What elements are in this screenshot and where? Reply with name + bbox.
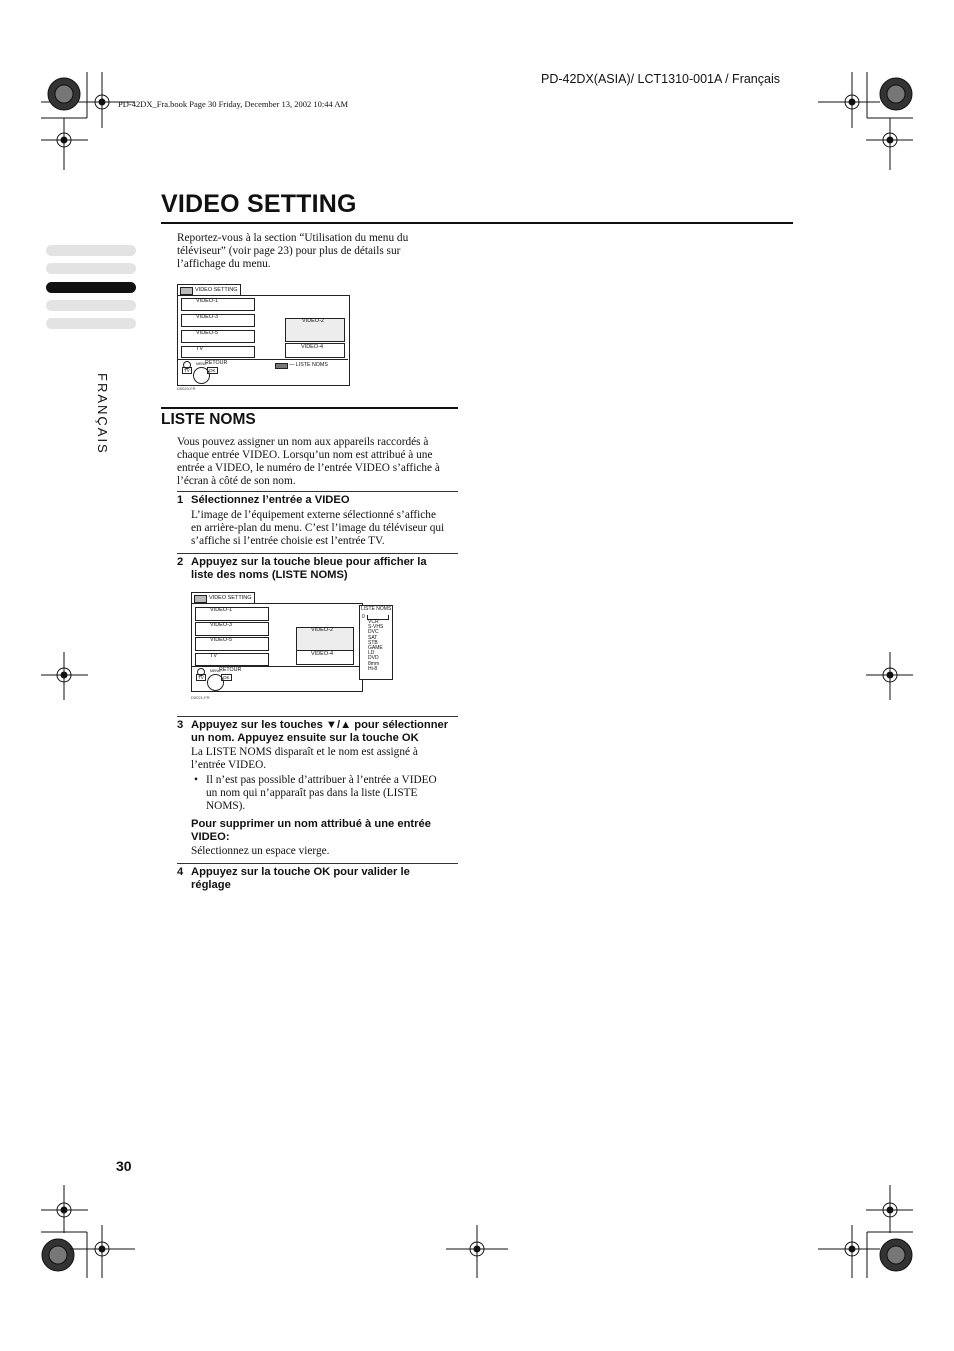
page-title: VIDEO SETTING bbox=[161, 190, 357, 218]
menu-item-video-1: VIDEO-1 bbox=[181, 298, 255, 311]
list-item: Hi-8 bbox=[368, 665, 378, 672]
list-item: STB bbox=[368, 639, 378, 646]
list-item: SAT bbox=[368, 634, 378, 641]
figure-code: D0020-FR bbox=[177, 386, 196, 391]
step-2-heading: Appuyez sur la touche bleue pour afficher la liste des noms (LISTE NOMS) bbox=[191, 556, 427, 581]
step-3-number: 3 bbox=[177, 719, 184, 731]
text-line: téléviseur” (voir page 23) pour plus de détails sur bbox=[177, 245, 401, 257]
step-3-bullet bbox=[206, 774, 461, 813]
list-items bbox=[368, 620, 383, 672]
text-line: en arrière-plan du menu. C’est l’image du téléviseur qui bbox=[191, 522, 445, 534]
tv-button: TV bbox=[184, 368, 190, 373]
menu-item-video-4: VIDEO-4 bbox=[285, 343, 345, 358]
list-item: DVC bbox=[368, 629, 379, 636]
video-input-icon bbox=[180, 287, 193, 295]
list-blank-index: 0 bbox=[362, 614, 365, 620]
list-item: GAME bbox=[368, 645, 383, 652]
note-body: Sélectionnez un espace vierge. bbox=[191, 845, 330, 857]
video-input-icon bbox=[194, 595, 207, 603]
menu-item-video-2: VIDEO-2 bbox=[285, 318, 345, 342]
text-line: NOMS). bbox=[206, 800, 246, 812]
text-line: chaque entrée VIDEO. Lorsqu’un nom est attribué à une bbox=[177, 449, 433, 461]
tv-button: TV bbox=[198, 675, 204, 680]
list-item: LD bbox=[368, 650, 375, 657]
section-tab-marker bbox=[46, 245, 136, 256]
menu-tab-label: VIDEO SETTING bbox=[195, 287, 238, 293]
liste-noms-panel bbox=[359, 605, 393, 680]
step-3-body bbox=[191, 746, 461, 772]
ok-button: OK bbox=[223, 675, 230, 680]
menu-screenshot-2 bbox=[191, 592, 396, 710]
section-tab-marker bbox=[46, 263, 136, 274]
step-divider bbox=[177, 553, 458, 554]
menu-item-video-2: VIDEO-2 bbox=[296, 627, 354, 651]
text-line: Il n’est pas possible d’attribuer à l’entrée a VIDEO bbox=[206, 774, 437, 786]
list-item: VCR bbox=[368, 619, 379, 625]
book-info: PD-42DX_Fra.book Page 30 Friday, December 13, 2002 10:44 AM bbox=[118, 99, 349, 109]
list-item: DVD bbox=[368, 655, 379, 662]
menu-item-video-3: VIDEO-3 bbox=[195, 622, 269, 636]
step-divider bbox=[177, 491, 458, 492]
note-heading: Pour supprimer un nom attribué à une entrée VIDEO: bbox=[191, 818, 431, 843]
menu-item-tv: TV bbox=[181, 346, 255, 358]
section-tab-marker-active bbox=[46, 282, 136, 293]
menu-item-video-4: VIDEO-4 bbox=[296, 650, 354, 665]
menu-tab-label: VIDEO SETTING bbox=[209, 595, 252, 601]
step-divider bbox=[177, 716, 458, 717]
text-line: Reportez-vous à la section “Utilisation du menu du bbox=[177, 232, 409, 244]
text-line: entrée a VIDEO, le numéro de l’entrée VIDEO s’affiche à bbox=[177, 462, 440, 474]
intro-paragraph bbox=[177, 232, 467, 271]
text-line: l’entrée VIDEO. bbox=[191, 759, 267, 771]
liste-noms-hint: — LISTE NOMS bbox=[289, 362, 328, 368]
step-3-heading: Appuyez sur les touches ▼/▲ pour sélectionner un nom. Appuyez ensuite sur la touche OK bbox=[191, 719, 449, 744]
step-1-heading: Sélectionnez l’entrée a VIDEO bbox=[191, 494, 350, 506]
menu-item-tv: TV bbox=[195, 653, 269, 666]
title-divider bbox=[161, 222, 793, 224]
text-line: l’affichage du menu. bbox=[177, 258, 271, 270]
document-id: PD-42DX(ASIA)/ LCT1310-001A / Français bbox=[541, 72, 780, 86]
text-line: un nom qui n’apparaît pas dans la liste (LISTE bbox=[206, 787, 418, 799]
side-language-label: FRANÇAIS bbox=[95, 373, 110, 455]
menu-screenshot-1 bbox=[177, 284, 357, 396]
step-1-body bbox=[191, 509, 461, 548]
step-2-number: 2 bbox=[177, 556, 184, 568]
section-divider bbox=[161, 407, 458, 409]
text-line: Vous pouvez assigner un nom aux appareils raccordés à bbox=[177, 436, 429, 448]
bullet: • bbox=[194, 774, 198, 786]
menu-item-video-5: VIDEO-5 bbox=[195, 637, 269, 651]
step-4-heading: Appuyez sur la touche OK pour valider le réglage bbox=[191, 866, 410, 891]
text-line: L’image de l’équipement externe sélectionné s’affiche bbox=[191, 509, 436, 521]
menu-item-video-5: VIDEO-5 bbox=[181, 330, 255, 343]
text-line: s’affiche si l’entrée choisie est l’entrée TV. bbox=[191, 535, 385, 547]
section-intro bbox=[177, 436, 462, 488]
figure-code: D0021-FR bbox=[191, 695, 210, 700]
liste-noms-title: LISTE NOMS bbox=[361, 606, 392, 612]
step-divider bbox=[177, 863, 458, 864]
menu-button-label: MENU bbox=[210, 669, 221, 673]
text-line: l’écran à côté de son nom. bbox=[177, 475, 296, 487]
step-4-number: 4 bbox=[177, 866, 184, 878]
retour-label: RETOUR bbox=[205, 360, 228, 366]
menu-item-video-1: VIDEO-1 bbox=[195, 607, 269, 621]
section-tab-marker bbox=[46, 318, 136, 329]
blue-button-icon bbox=[275, 363, 288, 369]
list-item: S-VHS bbox=[368, 624, 384, 631]
section-title: LISTE NOMS bbox=[161, 411, 256, 428]
menu-button-label: MENU bbox=[196, 362, 207, 366]
menu-item-video-3: VIDEO-3 bbox=[181, 314, 255, 327]
retour-label: RETOUR bbox=[219, 667, 242, 673]
list-item: 8mm bbox=[368, 660, 380, 667]
text-line: La LISTE NOMS disparaît et le nom est assigné à bbox=[191, 746, 418, 758]
section-tab-marker bbox=[46, 300, 136, 311]
page-number: 30 bbox=[116, 1158, 132, 1174]
ok-button: OK bbox=[209, 368, 216, 373]
step-1-number: 1 bbox=[177, 494, 184, 506]
